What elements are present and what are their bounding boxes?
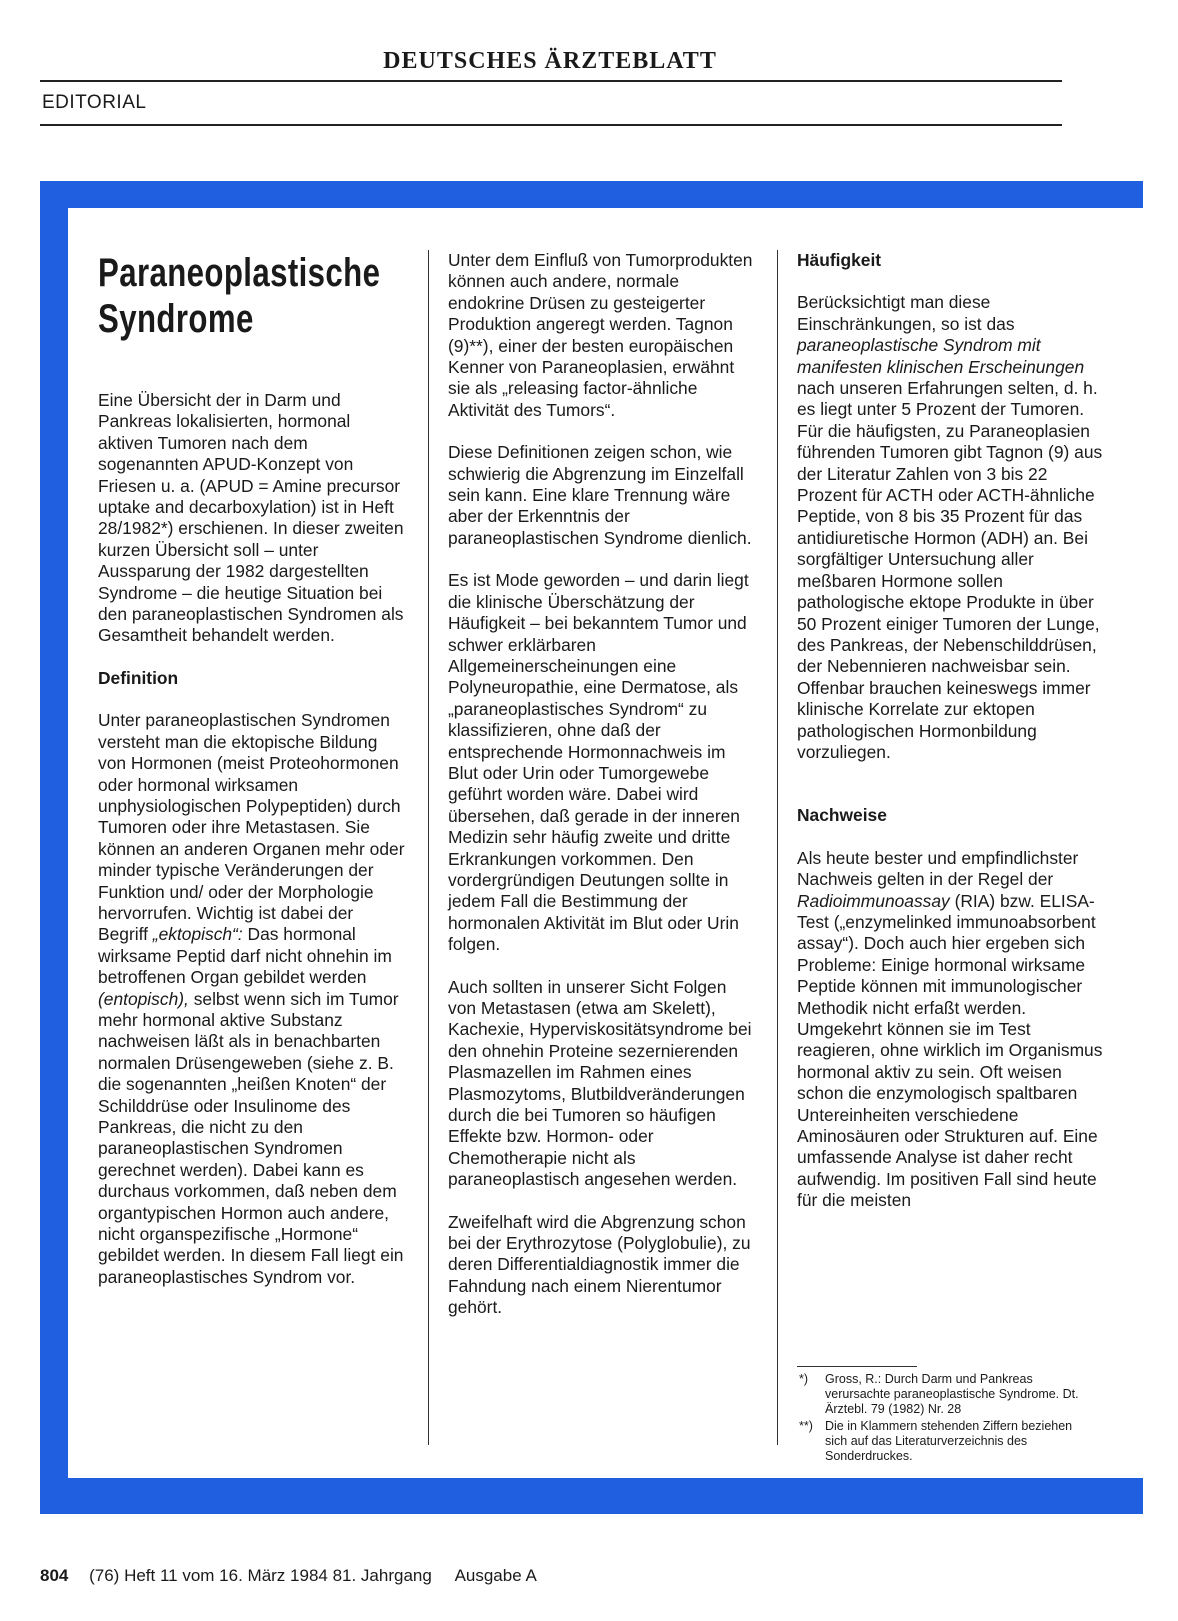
italic-run: (entopisch), (98, 988, 189, 1009)
title-line-1: Paraneoplastische (98, 251, 381, 295)
paragraph (797, 848, 1111, 1212)
italic-run: „ektopisch“: (152, 924, 243, 945)
footnote (797, 1419, 1097, 1464)
italic-run: paraneoplastische Syndrom mit manifesten klinischen Erscheinungen (797, 335, 1085, 377)
footnote-text: Gross, R.: Durch Darm und Pankreas verursachte paraneoplastische Syndrome. Dt. Ärztebl. 79 (1982) Nr. 28 (825, 1372, 1079, 1416)
column-3 (797, 250, 1111, 1233)
issue-info: (76) Heft 11 vom 16. März 1984 81. Jahrgang (89, 1566, 432, 1585)
paragraph: Diese Definitionen zeigen schon, wie schwierig die Abgrenzung im Einzelfall sein kann. Eine klare Trennung wäre aber der Erkenntnis der paraneoplastischen Syndrome dienlich. (448, 442, 752, 548)
heading-haeufigkeit: Häufigkeit (797, 250, 882, 270)
paragraph: Auch sollten in unserer Sicht Folgen von Metastasen (etwa am Skelett), Kachexie, Hyperviskositätsyndrome bei den ohnehin Proteine sezernierenden Plasmazellen im Rahmen eines Plasmozytoms, Blutbildveränderungen durch die bei Tumoren so häufigen Effekte bzw. Hormon- oder Chemotherapie nicht als paraneoplastisch angesehen werden. (448, 976, 752, 1190)
footnote (797, 1372, 1097, 1417)
article-title (98, 250, 406, 390)
column-1 (98, 250, 406, 1309)
text-run: nach unseren Erfahrungen selten, d. h. es liegt unter 5 Prozent der Tumoren. Für die häufigsten, zu Paraneoplasien führenden Tumoren gibt Tagnon (9) aus der Literatur Zahlen von 3 bis 22 Prozent für ACTH oder ACTH-ähnliche Peptide, von 8 bis 35 Prozent für das antidiuretische Hormon (ADH) an. Bei sorgfältiger Untersuchung aller meßbaren Hormone sollen pathologische ektope Produkte in über 50 Prozent einiger Tumoren der Lunge, des Pankreas, der Nebenschilddrüsen, der Nebennieren nachweisbar sein. Offenbar brauchen keineswegs immer klinische Korrelate zur ektopen pathologischen Hormonbildung vorzuliegen. (797, 378, 1103, 762)
footnote-text: Die in Klammern stehenden Ziffern beziehen sich auf das Literaturverzeichnis des Sonderdruckes. (825, 1419, 1073, 1463)
paragraph: Zweifelhaft wird die Abgrenzung schon bei der Erythrozytose (Polyglobulie), zu deren Differentialdiagnostik immer die Fahndung nach einem Nierentumor gehört. (448, 1211, 751, 1318)
footnotes (797, 1372, 1097, 1466)
paragraph (797, 292, 1111, 763)
paragraph: Unter dem Einfluß von Tumorprodukten können auch andere, normale endokrine Drüsen zu gesteigerter Produktion angeregt werden. Tagnon (9)**), einer der besten europäischen Kenner von Paraneoplasien, erwähnt sie als „releasing factor-ähnliche Aktivität des Tumors“. (448, 250, 753, 420)
masthead-rule (40, 80, 1062, 82)
italic-run: Radioimmunoassay (797, 890, 950, 911)
text-run: selbst wenn sich im Tumor mehr hormonal aktive Substanz nachweisen läßt als in benachbarten normalen Drüsengeweben (siehe z. B. die sogenannten „heißen Knoten“ der Schilddrüse oder Insulinome des Pankreas, die nicht zu den paraneoplastischen Syndromen gerechnet werden). Dabei kann es durchaus vorkommen, daß neben dem organtypischen Hormon auch andere, nicht organspezifische „Hormone“ gebildet werden. In diesem Fall liegt ein paraneoplastisches Syndrom vor. (98, 988, 404, 1287)
heading-definition: Definition (98, 667, 179, 688)
footnote-mark: **) (799, 1419, 813, 1433)
page-footer (40, 1566, 537, 1586)
section-label: EDITORIAL (42, 92, 147, 113)
page-number: 804 (40, 1566, 69, 1585)
heading-nachweise: Nachweise (797, 805, 887, 826)
edition-info: Ausgabe A (454, 1566, 537, 1585)
paragraph: Es ist Mode geworden – und darin liegt die klinische Überschätzung der Häufigkeit – bei bekanntem Tumor und schwer erklärbaren Allgemeinerscheinungen eine Polyneuropathie, eine Dermatose, als „paraneoplastisches Syndrom“ zu klassifizieren, ohne daß der entsprechende Hormonnachweis im Blut oder Urin oder Tumorgewebe geführt worden wäre. Dabei wird übersehen, daß gerade in der inneren Medizin sehr häufig zweite und dritte Erkrankungen vorkommen. Den vordergründigen Deutungen sollte in jedem Fall die Bestimmung der hormonalen Aktivität im Blut oder Urin folgen. (448, 570, 749, 955)
column-divider (428, 250, 429, 1445)
lead-paragraph: Eine Übersicht der in Darm und Pankreas lokalisierten, hormonal aktiven Tumoren nach dem sogenannten APUD-Konzept von Friesen u. a. (APUD = Amine precursor uptake and decarboxylation) ist in Heft 28/1982*) erschienen. In dieser zweiten kurzen Übersicht soll – unter Aussparung der 1982 dargestellten Syndrome – die heutige Situation bei den paraneoplastischen Syndromen als Gesamtheit behandelt werden. (98, 390, 404, 646)
text-run: (RIA) bzw. ELISA-Test („enzymelinked immunoabsorbent assay“). Doch auch hier ergeben sich Probleme: Einige hormonal wirksame Peptide können mit immunologischer Methodik nicht erfaßt werden. Umgekehrt können sie im Test reagieren, ohne wirklich im Organismus hormonal aktiv zu sein. Oft weisen schon die enzymologisch spaltbaren Untereinheiten verschiedene Aminosäuren oder Strukturen auf. Eine umfassende Analyse ist daher recht aufwendig. Im positiven Fall sind heute für die meisten (797, 890, 1103, 1211)
text-run: Unter paraneoplastischen Syndromen versteht man die ektopische Bildung von Hormonen (meist Proteohormonen oder hormonal wirksamen unphysiologischen Polypeptiden) durch Tumoren oder ihre Metastasen. Sie können an anderen Organen mehr oder minder typische Veränderungen der Funktion und/ oder der Morphologie hervorrufen. Wichtig ist dabei der Begriff (98, 710, 405, 945)
masthead: DEUTSCHES ÄRZTEBLATT (383, 48, 717, 74)
definition-paragraph (98, 710, 406, 1288)
title-line-2: Syndrome (98, 297, 254, 341)
text-run: Das hormonal wirksame Peptid darf nicht ohnehin im betroffenen Organ gebildet werden (98, 924, 392, 988)
footnote-rule (797, 1366, 917, 1367)
text-run: Als heute bester und empfindlichster Nachweis gelten in der Regel der (797, 847, 1079, 890)
text-run: Berücksichtigt man diese Einschränkungen, so ist das (797, 292, 1015, 334)
section-rule (40, 124, 1062, 126)
footnote-mark: *) (799, 1372, 809, 1386)
column-divider (777, 250, 778, 1445)
column-2 (448, 250, 756, 1340)
